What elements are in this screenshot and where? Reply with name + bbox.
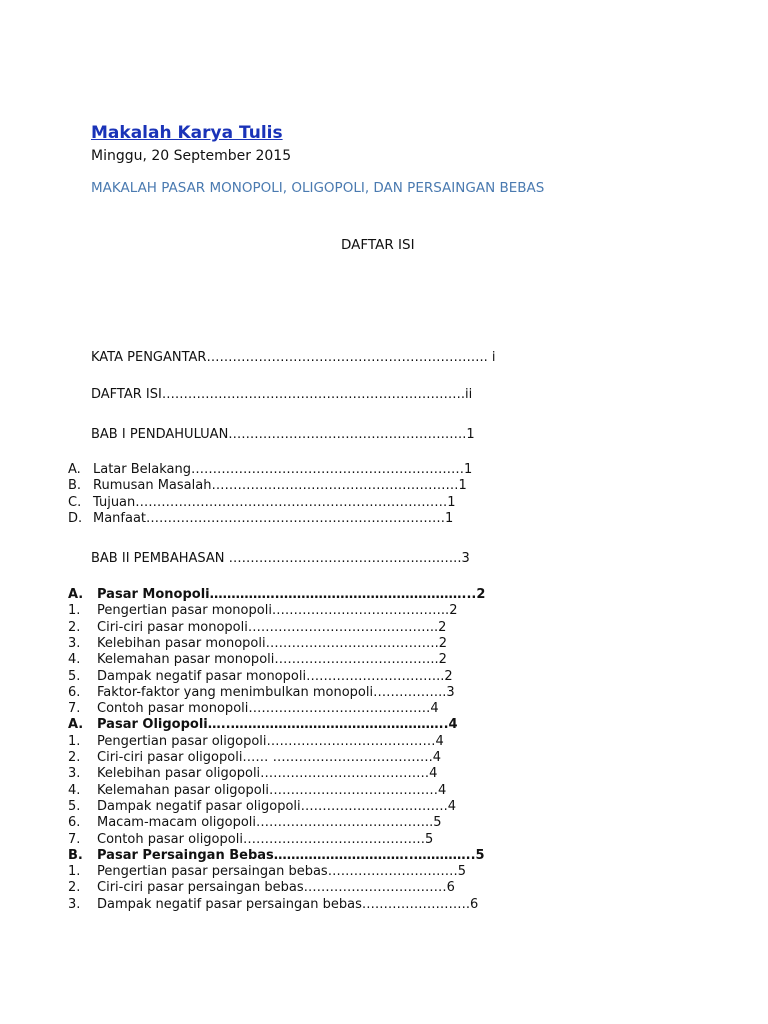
list-marker: 2. — [68, 619, 81, 635]
list-marker: 3. — [68, 896, 81, 912]
list-marker: 6. — [68, 815, 81, 831]
list-marker: 4. — [68, 652, 81, 668]
list-marker: 3. — [68, 766, 81, 782]
list-item-text: Dampak negatif pasar oligopoli…………………………….4 — [97, 798, 457, 814]
list-item-text: Pasar Oligopoli…..…………………………………………..4 — [97, 717, 458, 733]
toc-entry-bab-2: BAB II PEMBAHASAN ………………………………….…..….…..3 — [91, 551, 470, 566]
list-item-text: Dampak negatif pasar monopoli…………………………..2 — [97, 668, 453, 684]
list-item-text: Kelebihan pasar monopoli………………………………….2 — [97, 635, 448, 651]
toc-entry-bab-1: BAB I PENDAHULUAN……………………………………………….1 — [91, 427, 475, 442]
blog-title[interactable]: Makalah Karya Tulis — [91, 123, 283, 143]
list-marker: 6. — [68, 684, 81, 700]
list-marker: 1. — [68, 603, 81, 619]
toc-entry-kata-pengantar: KATA PENGANTAR……………………………………………………….. i — [91, 350, 496, 365]
list-item-text: Dampak negatif pasar persaingan bebas…………………….6 — [97, 896, 479, 912]
list-marker: 7. — [68, 701, 81, 717]
list-item-text: Tujuan………………………………………………………………1 — [93, 494, 456, 510]
list-marker: 1. — [68, 733, 81, 749]
list-item-text: Pasar Persaingan Bebas…………………………..…………..5 — [97, 847, 485, 863]
list-item-text: Pengertian pasar oligopoli…………………………………4 — [97, 733, 444, 749]
list-marker: 5. — [68, 668, 81, 684]
post-date: Minggu, 20 September 2015 — [91, 148, 292, 164]
list-item-text: Rumusan Masalah…………………………………………………1 — [93, 478, 467, 494]
list-item-text: Kelemahan pasar monopoli………………………………..2 — [97, 652, 447, 668]
list-marker: A. — [68, 587, 84, 602]
list-item-text: Manfaat……………………………………………………………1 — [93, 510, 454, 526]
list-item-text: Contoh pasar oligopoli……………………………………5 — [97, 831, 434, 847]
list-marker: D. — [68, 510, 83, 526]
list-marker: A. — [68, 717, 84, 733]
list-marker: 1. — [68, 864, 81, 880]
list-item-text: Faktor-faktor yang menimbulkan monopoli……………..3 — [97, 684, 455, 700]
list-marker: 2. — [68, 880, 81, 896]
list-item-text: Latar Belakang………………………………………………………1 — [93, 462, 473, 477]
list-marker: 5. — [68, 798, 81, 814]
list-item-text: Kelebihan pasar oligopoli…………………………………4 — [97, 766, 438, 782]
toc-heading: DAFTAR ISI — [341, 237, 415, 253]
list-item-text: Pengertian pasar persaingan bebas…………………………5 — [97, 864, 466, 880]
list-marker: 4. — [68, 782, 81, 798]
list-item-text: Ciri-ciri pasar monopoli……………………………………..2 — [97, 619, 447, 635]
post-title: MAKALAH PASAR MONOPOLI, OLIGOPOLI, DAN PERSAINGAN BEBAS — [91, 180, 545, 196]
list-item-text: Kelemahan pasar oligopoli…………………………………4 — [97, 782, 447, 798]
list-marker: B. — [68, 847, 83, 863]
list-item-text: Ciri-ciri pasar oligopoli…… ……………………………….4 — [97, 750, 441, 765]
list-marker: C. — [68, 494, 82, 510]
list-marker: B. — [68, 478, 82, 494]
list-item-text: Ciri-ciri pasar persaingan bebas……………………………6 — [97, 880, 455, 896]
list-item-text: Macam-macam oligopoli…………………………………..5 — [97, 815, 442, 831]
list-item-text: Pasar Monopoli…………….……………………………………...2 — [97, 587, 486, 602]
list-item-text: Pengertian pasar monopoli…………………………………..2 — [97, 603, 458, 619]
list-marker: 7. — [68, 831, 81, 847]
list-marker: 2. — [68, 750, 81, 765]
toc-entry-daftar-isi: DAFTAR ISI…………………………………………………………….ii — [91, 387, 473, 402]
list-marker: A. — [68, 462, 81, 477]
list-marker: 3. — [68, 635, 81, 651]
list-item-text: Contoh pasar monopoli……………………………………4 — [97, 701, 439, 717]
